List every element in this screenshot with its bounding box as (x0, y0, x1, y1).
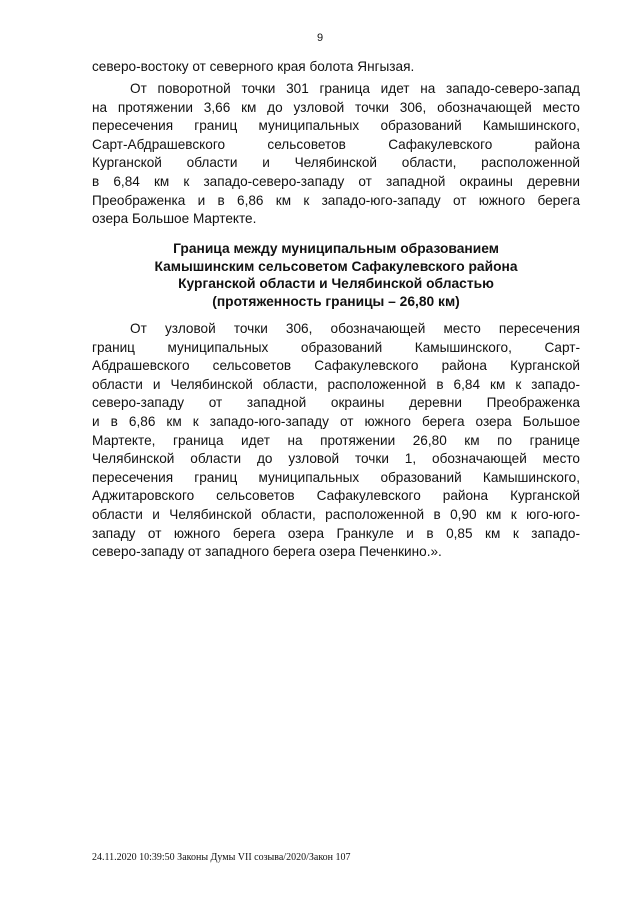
paragraph-1 (92, 58, 580, 77)
paragraph-line: От поворотной точки 301 граница идет на западо-северо-запад (130, 81, 580, 96)
paragraph-line: Курганской области и Челябинской области, расположенной (92, 155, 580, 171)
paragraph-line: в 6,84 км к западо-северо-западу от западной окраины деревни (92, 173, 580, 189)
paragraph-line: Мартекте, граница идет на протяжении 26,80 км по границе (92, 432, 580, 448)
heading-line: Курганской области и Челябинской областью (178, 276, 494, 292)
heading-line: Граница между муниципальным образованием (173, 241, 499, 256)
paragraph-line: Аджитаровского сельсоветов Сафакулевского района Курганской (92, 488, 580, 504)
paragraph-line: границ муниципальных образований Камышинского, Сарт- (92, 339, 580, 355)
paragraph-2 (92, 80, 580, 229)
paragraph-line: области и Челябинской области, расположенной в 6,84 км к западо- (92, 376, 580, 392)
paragraph-line: Челябинской области до узловой точки 1, обозначающей место (92, 451, 580, 467)
paragraph-line: Преображенка и в 6,86 км к западо-юго-западу от южного берега (92, 192, 580, 208)
paragraph-line: Абдрашевского сельсоветов Сафакулевского района Курганской (92, 358, 580, 374)
heading-line: (протяженность границы – 26,80 км) (212, 293, 460, 309)
page-number: 9 (316, 32, 324, 44)
paragraph-line: области и Челябинской области, расположенной в 0,90 км к юго-юго- (92, 506, 580, 522)
paragraph-line: северо-востоку от северного края болота Янгызая. (92, 59, 415, 74)
paragraph-line: и в 6,86 км к западо-юго-западу от южного берега озера Большое (92, 413, 580, 429)
paragraph-line: озера Большое Мартекте. (92, 211, 257, 227)
paragraph-line: От узловой точки 306, обозначающей место пересечения (130, 321, 580, 336)
paragraph-line: Сарт-Абдрашевского сельсоветов Сафакулевского района (92, 136, 580, 152)
paragraph-line: пересечения границ муниципальных образований Камышинского, (92, 469, 580, 485)
heading-line: Камышинским сельсоветом Сафакулевского района (154, 258, 518, 274)
paragraph-line: западу от южного берега озера Гранкуле и в 0,85 км к западо- (92, 525, 580, 541)
paragraph-3 (92, 320, 580, 562)
paragraph-line: северо-западу от западного берега озера Печенкино.». (92, 544, 442, 560)
document-footer: 24.11.2020 10:39:50 Законы Думы VII созыва/2020/Закон 107 (92, 852, 351, 863)
paragraph-line: пересечения границ муниципальных образований Камышинского, (92, 118, 580, 134)
paragraph-line: северо-западу от западной окраины деревни Преображенка (92, 395, 580, 411)
section-heading (92, 240, 580, 310)
paragraph-line: на протяжении 3,66 км до узловой точки 306, обозначающей место (92, 99, 580, 115)
